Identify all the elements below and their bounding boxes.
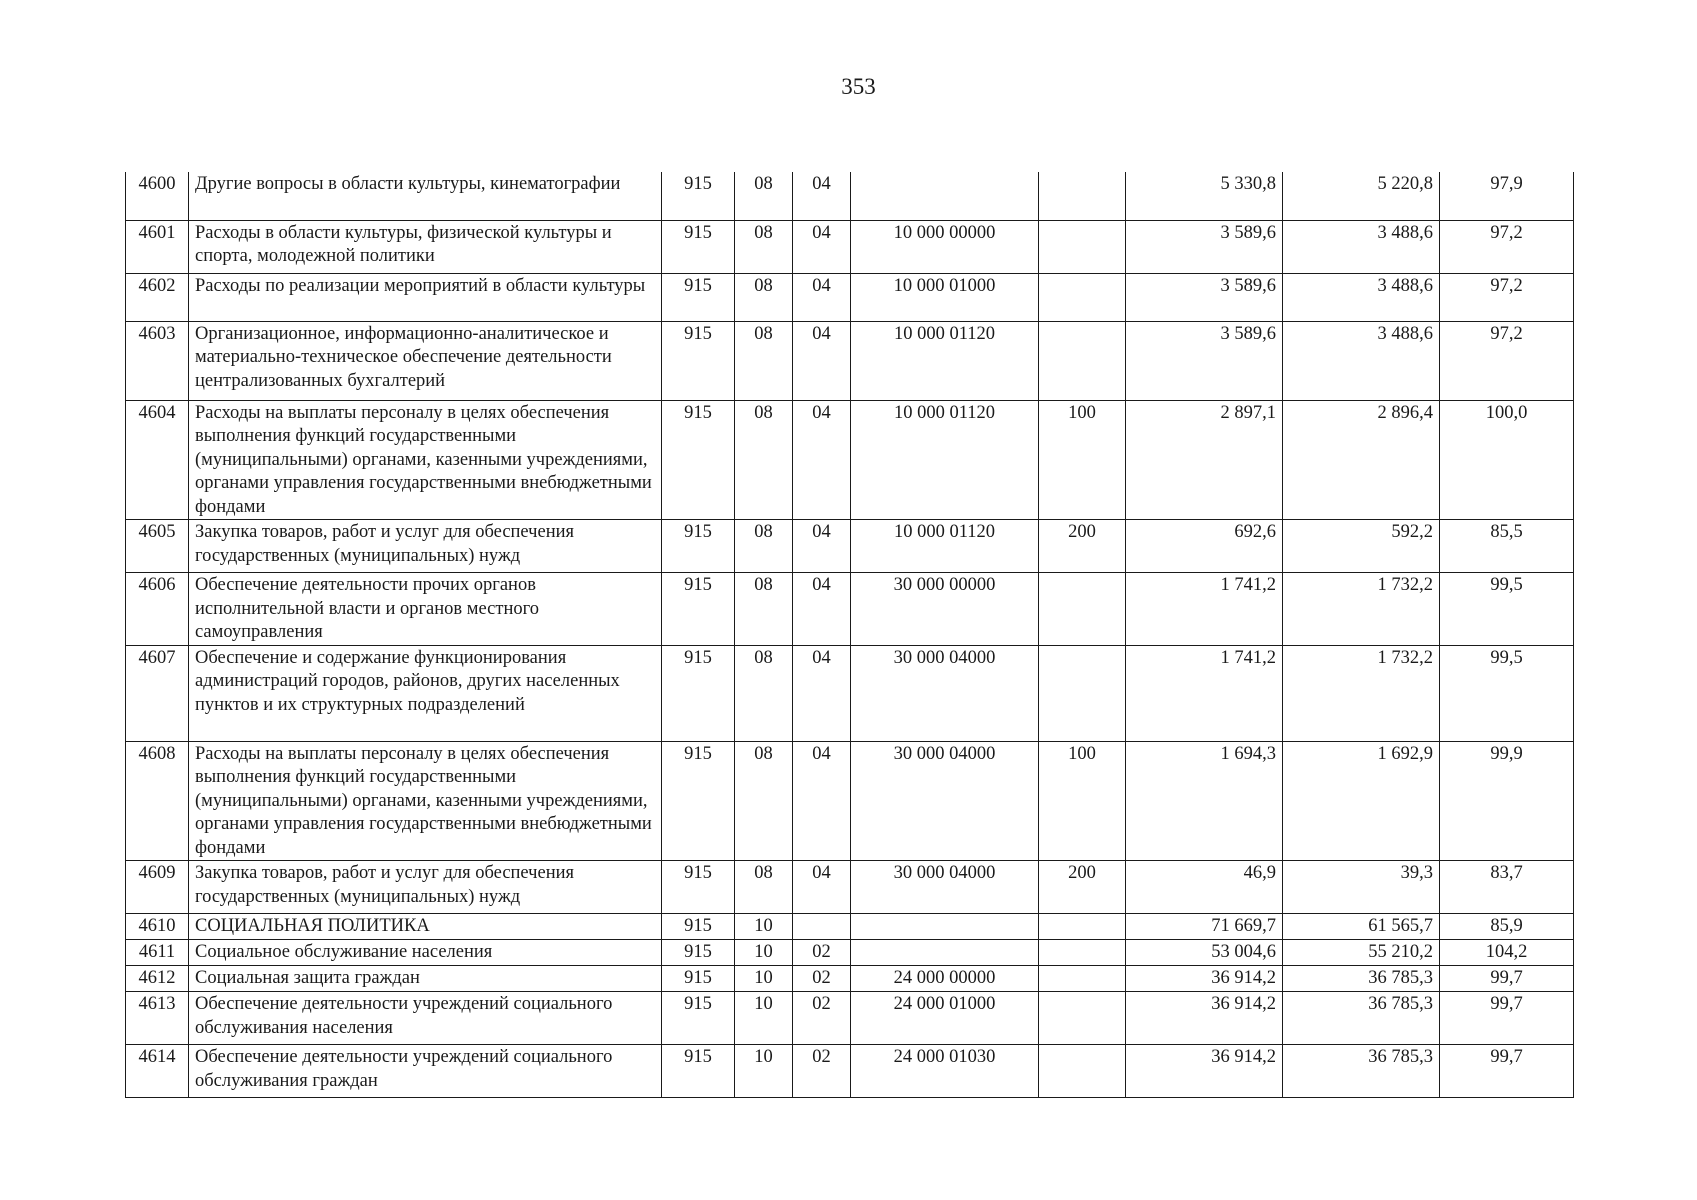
planned-amount: 3 589,6 bbox=[1126, 220, 1283, 273]
department-code: 915 bbox=[662, 400, 735, 520]
table-row bbox=[126, 992, 1574, 1045]
execution-percent: 99,7 bbox=[1440, 966, 1574, 992]
expense-name: Расходы в области культуры, физической культуры и спорта, молодежной политики bbox=[189, 220, 662, 273]
department-code: 915 bbox=[662, 940, 735, 966]
expense-type-code bbox=[1039, 220, 1126, 273]
expense-name: Закупка товаров, работ и услуг для обеспечения государственных (муниципальных) нужд bbox=[189, 861, 662, 914]
expense-name: Закупка товаров, работ и услуг для обеспечения государственных (муниципальных) нужд bbox=[189, 520, 662, 573]
execution-percent: 99,5 bbox=[1440, 573, 1574, 646]
actual-amount: 592,2 bbox=[1283, 520, 1440, 573]
table-row bbox=[126, 966, 1574, 992]
department-code: 915 bbox=[662, 914, 735, 940]
execution-percent: 99,7 bbox=[1440, 992, 1574, 1045]
expense-type-code bbox=[1039, 573, 1126, 646]
expense-type-code bbox=[1039, 992, 1126, 1045]
expense-name: Расходы на выплаты персоналу в целях обеспечения выполнения функций государственными (муниципальными) органами, казенными учреждениями, органами управления государственными внебюджетными фондами bbox=[189, 741, 662, 861]
actual-amount: 36 785,3 bbox=[1283, 1045, 1440, 1098]
expense-type-code bbox=[1039, 321, 1126, 400]
department-code: 915 bbox=[662, 520, 735, 573]
actual-amount: 1 732,2 bbox=[1283, 645, 1440, 741]
table-row bbox=[126, 400, 1574, 520]
execution-percent: 97,2 bbox=[1440, 273, 1574, 321]
expense-type-code: 100 bbox=[1039, 400, 1126, 520]
planned-amount: 53 004,6 bbox=[1126, 940, 1283, 966]
expense-type-code bbox=[1039, 273, 1126, 321]
expense-name: Социальная защита граждан bbox=[189, 966, 662, 992]
section-code: 10 bbox=[735, 940, 793, 966]
section-code: 08 bbox=[735, 172, 793, 220]
department-code: 915 bbox=[662, 645, 735, 741]
actual-amount: 3 488,6 bbox=[1283, 321, 1440, 400]
actual-amount: 1 732,2 bbox=[1283, 573, 1440, 646]
planned-amount: 1 694,3 bbox=[1126, 741, 1283, 861]
table-row bbox=[126, 321, 1574, 400]
section-code: 10 bbox=[735, 966, 793, 992]
row-number: 4612 bbox=[126, 966, 189, 992]
planned-amount: 71 669,7 bbox=[1126, 914, 1283, 940]
target-article-code bbox=[851, 940, 1039, 966]
table-row bbox=[126, 520, 1574, 573]
row-number: 4614 bbox=[126, 1045, 189, 1098]
department-code: 915 bbox=[662, 220, 735, 273]
actual-amount: 3 488,6 bbox=[1283, 273, 1440, 321]
planned-amount: 1 741,2 bbox=[1126, 645, 1283, 741]
target-article-code: 10 000 01000 bbox=[851, 273, 1039, 321]
section-code: 08 bbox=[735, 645, 793, 741]
target-article-code: 30 000 04000 bbox=[851, 861, 1039, 914]
expense-type-code bbox=[1039, 645, 1126, 741]
row-number: 4605 bbox=[126, 520, 189, 573]
target-article-code: 30 000 04000 bbox=[851, 645, 1039, 741]
actual-amount: 36 785,3 bbox=[1283, 992, 1440, 1045]
actual-amount: 55 210,2 bbox=[1283, 940, 1440, 966]
subsection-code: 04 bbox=[793, 741, 851, 861]
execution-percent: 99,5 bbox=[1440, 645, 1574, 741]
target-article-code bbox=[851, 914, 1039, 940]
department-code: 915 bbox=[662, 861, 735, 914]
expense-name: Обеспечение деятельности прочих органов исполнительной власти и органов местного самоуправления bbox=[189, 573, 662, 646]
row-number: 4603 bbox=[126, 321, 189, 400]
expense-type-code bbox=[1039, 966, 1126, 992]
subsection-code: 02 bbox=[793, 992, 851, 1045]
department-code: 915 bbox=[662, 1045, 735, 1098]
planned-amount: 3 589,6 bbox=[1126, 321, 1283, 400]
table-row bbox=[126, 172, 1574, 220]
expense-name: Социальное обслуживание населения bbox=[189, 940, 662, 966]
section-code: 10 bbox=[735, 1045, 793, 1098]
expense-name: Расходы по реализации мероприятий в области культуры bbox=[189, 273, 662, 321]
actual-amount: 3 488,6 bbox=[1283, 220, 1440, 273]
planned-amount: 36 914,2 bbox=[1126, 992, 1283, 1045]
target-article-code: 24 000 01000 bbox=[851, 992, 1039, 1045]
section-code: 08 bbox=[735, 861, 793, 914]
target-article-code: 30 000 04000 bbox=[851, 741, 1039, 861]
execution-percent: 100,0 bbox=[1440, 400, 1574, 520]
section-code: 08 bbox=[735, 273, 793, 321]
table-row bbox=[126, 914, 1574, 940]
subsection-code: 04 bbox=[793, 220, 851, 273]
section-code: 08 bbox=[735, 573, 793, 646]
execution-percent: 97,2 bbox=[1440, 220, 1574, 273]
expense-name: СОЦИАЛЬНАЯ ПОЛИТИКА bbox=[189, 914, 662, 940]
target-article-code: 24 000 00000 bbox=[851, 966, 1039, 992]
section-code: 08 bbox=[735, 400, 793, 520]
section-code: 08 bbox=[735, 321, 793, 400]
execution-percent: 85,5 bbox=[1440, 520, 1574, 573]
row-number: 4607 bbox=[126, 645, 189, 741]
target-article-code bbox=[851, 172, 1039, 220]
expense-type-code: 200 bbox=[1039, 520, 1126, 573]
section-code: 10 bbox=[735, 992, 793, 1045]
expense-type-code: 100 bbox=[1039, 741, 1126, 861]
department-code: 915 bbox=[662, 573, 735, 646]
section-code: 08 bbox=[735, 520, 793, 573]
expense-name: Расходы на выплаты персоналу в целях обеспечения выполнения функций государственными (муниципальными) органами, казенными учреждениями, органами управления государственными внебюджетными фондами bbox=[189, 400, 662, 520]
department-code: 915 bbox=[662, 966, 735, 992]
subsection-code: 02 bbox=[793, 940, 851, 966]
section-code: 08 bbox=[735, 220, 793, 273]
row-number: 4611 bbox=[126, 940, 189, 966]
expense-name: Другие вопросы в области культуры, кинематографии bbox=[189, 172, 662, 220]
actual-amount: 36 785,3 bbox=[1283, 966, 1440, 992]
table-row bbox=[126, 573, 1574, 646]
target-article-code: 10 000 01120 bbox=[851, 400, 1039, 520]
planned-amount: 46,9 bbox=[1126, 861, 1283, 914]
target-article-code: 10 000 01120 bbox=[851, 520, 1039, 573]
expense-name: Обеспечение деятельности учреждений социального обслуживания населения bbox=[189, 992, 662, 1045]
planned-amount: 3 589,6 bbox=[1126, 273, 1283, 321]
table-row bbox=[126, 741, 1574, 861]
expense-type-code bbox=[1039, 940, 1126, 966]
execution-percent: 104,2 bbox=[1440, 940, 1574, 966]
actual-amount: 1 692,9 bbox=[1283, 741, 1440, 861]
subsection-code: 02 bbox=[793, 1045, 851, 1098]
row-number: 4609 bbox=[126, 861, 189, 914]
execution-percent: 99,7 bbox=[1440, 1045, 1574, 1098]
subsection-code: 04 bbox=[793, 172, 851, 220]
subsection-code: 04 bbox=[793, 321, 851, 400]
subsection-code: 04 bbox=[793, 273, 851, 321]
target-article-code: 10 000 01120 bbox=[851, 321, 1039, 400]
row-number: 4602 bbox=[126, 273, 189, 321]
subsection-code: 04 bbox=[793, 645, 851, 741]
row-number: 4601 bbox=[126, 220, 189, 273]
row-number: 4610 bbox=[126, 914, 189, 940]
subsection-code bbox=[793, 914, 851, 940]
table-row bbox=[126, 220, 1574, 273]
department-code: 915 bbox=[662, 741, 735, 861]
planned-amount: 1 741,2 bbox=[1126, 573, 1283, 646]
subsection-code: 04 bbox=[793, 573, 851, 646]
execution-percent: 97,9 bbox=[1440, 172, 1574, 220]
table-row bbox=[126, 861, 1574, 914]
row-number: 4613 bbox=[126, 992, 189, 1045]
section-code: 10 bbox=[735, 914, 793, 940]
subsection-code: 04 bbox=[793, 861, 851, 914]
table-row bbox=[126, 1045, 1574, 1098]
budget-table bbox=[125, 172, 1574, 1098]
execution-percent: 85,9 bbox=[1440, 914, 1574, 940]
planned-amount: 36 914,2 bbox=[1126, 1045, 1283, 1098]
page-number: 353 bbox=[841, 74, 876, 99]
department-code: 915 bbox=[662, 992, 735, 1045]
department-code: 915 bbox=[662, 273, 735, 321]
department-code: 915 bbox=[662, 172, 735, 220]
planned-amount: 692,6 bbox=[1126, 520, 1283, 573]
target-article-code: 10 000 00000 bbox=[851, 220, 1039, 273]
expense-type-code bbox=[1039, 1045, 1126, 1098]
section-code: 08 bbox=[735, 741, 793, 861]
table-body bbox=[126, 172, 1574, 1098]
table-row bbox=[126, 273, 1574, 321]
planned-amount: 36 914,2 bbox=[1126, 966, 1283, 992]
subsection-code: 02 bbox=[793, 966, 851, 992]
actual-amount: 61 565,7 bbox=[1283, 914, 1440, 940]
expense-type-code bbox=[1039, 914, 1126, 940]
expense-type-code bbox=[1039, 172, 1126, 220]
expense-name: Организационное, информационно-аналитическое и материально-техническое обеспечение деятельности централизованных бухгалтерий bbox=[189, 321, 662, 400]
row-number: 4604 bbox=[126, 400, 189, 520]
subsection-code: 04 bbox=[793, 400, 851, 520]
table-row bbox=[126, 940, 1574, 966]
target-article-code: 30 000 00000 bbox=[851, 573, 1039, 646]
row-number: 4608 bbox=[126, 741, 189, 861]
execution-percent: 99,9 bbox=[1440, 741, 1574, 861]
row-number: 4600 bbox=[126, 172, 189, 220]
actual-amount: 2 896,4 bbox=[1283, 400, 1440, 520]
department-code: 915 bbox=[662, 321, 735, 400]
table-row bbox=[126, 645, 1574, 741]
expense-name: Обеспечение деятельности учреждений социального обслуживания граждан bbox=[189, 1045, 662, 1098]
expense-type-code: 200 bbox=[1039, 861, 1126, 914]
target-article-code: 24 000 01030 bbox=[851, 1045, 1039, 1098]
actual-amount: 39,3 bbox=[1283, 861, 1440, 914]
planned-amount: 2 897,1 bbox=[1126, 400, 1283, 520]
expense-name: Обеспечение и содержание функционирования администраций городов, районов, других населенных пунктов и их структурных подразделений bbox=[189, 645, 662, 741]
execution-percent: 83,7 bbox=[1440, 861, 1574, 914]
actual-amount: 5 220,8 bbox=[1283, 172, 1440, 220]
row-number: 4606 bbox=[126, 573, 189, 646]
planned-amount: 5 330,8 bbox=[1126, 172, 1283, 220]
subsection-code: 04 bbox=[793, 520, 851, 573]
execution-percent: 97,2 bbox=[1440, 321, 1574, 400]
